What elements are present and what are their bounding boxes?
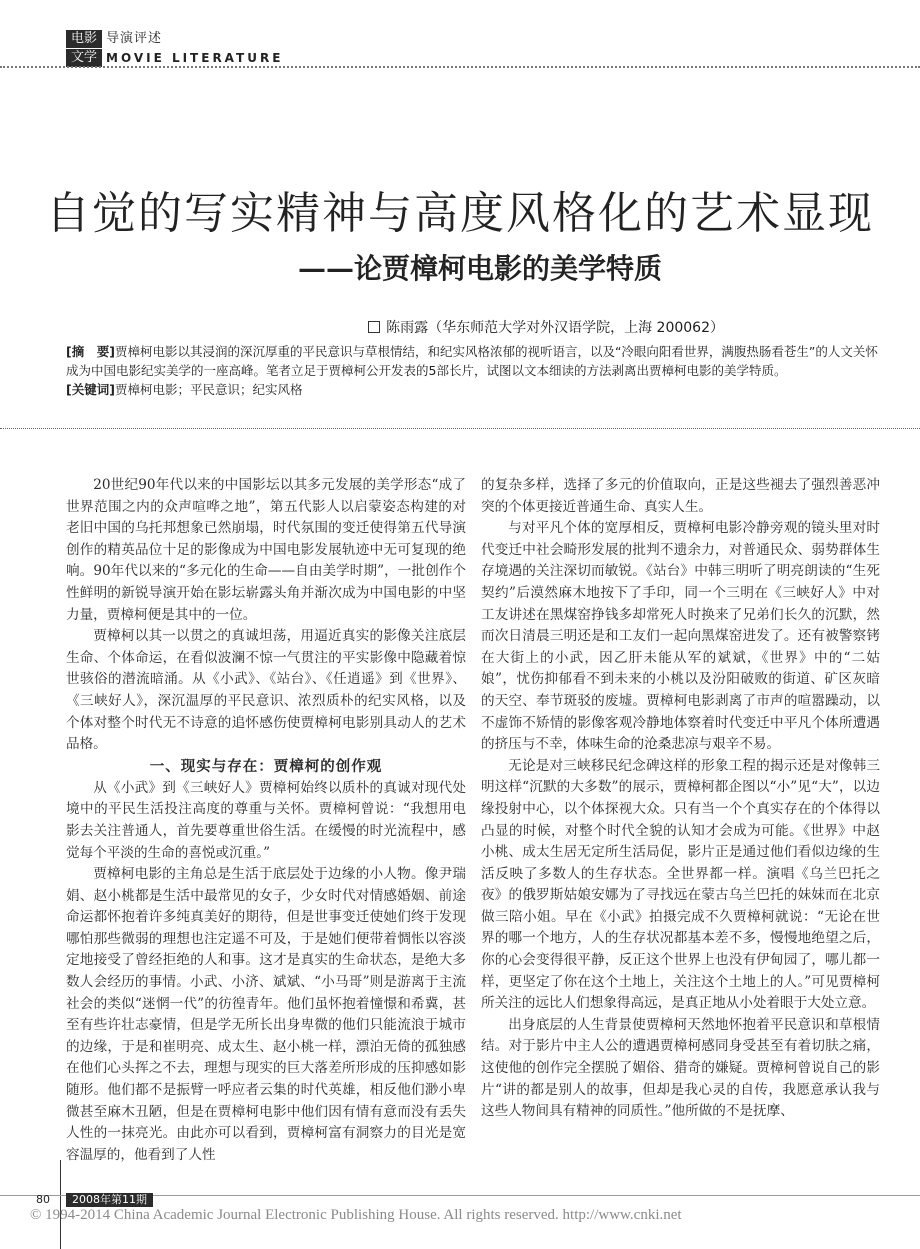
page-number: 80 [36, 1193, 50, 1206]
body-paragraph: 出身底层的人生背景使贾樟柯天然地怀抱着平民意识和草根情结。对于影片中主人公的遭遇贾樟柯感同身受甚至有着切肤之痛，这使他的创作完全摆脱了媚俗、猎奇的嫌疑。贾樟柯曾说自己的影片“讲的都是别人的故事，但却是我心灵的自传，我愿意承认我与这些人物间具有精神的同质性。”他所做的不是抚摩、 [481, 1016, 880, 1120]
abstract-block [66, 342, 878, 399]
issue-badge: 2008年第11期 [66, 1193, 153, 1207]
article-subtitle: ——论贾樟柯电影的美学特质 [297, 252, 662, 285]
abstract [66, 342, 878, 380]
author-line [368, 318, 724, 338]
journal-name-en: MOVIE LITERATURE [106, 51, 284, 65]
body-paragraph: 贾樟柯以其一以贯之的真诚坦荡，用逼近真实的影像关注底层生命、个体命运，在看似波澜不惊一气贯注的平实影像中隐藏着惊世骇俗的潜流暗涌。从《小武》、《站台》、《任逍遥》到《世界》、《三峡好人》，深沉温厚的平民意识、浓烈质朴的纪实风格，以及个体对整个时代无不诗意的追怀感伤使贾樟柯电影别具动人的艺术品格。 [66, 628, 466, 753]
abstract-label: [摘 要] [66, 344, 115, 359]
body-paragraph: 与对平凡个体的宽厚相反，贾樟柯电影冷静旁观的镜头里对时代变迁中社会畸形发展的批判不遗余力，对普通民众、弱势群体生存境遇的关注深切而敏锐。《站台》中韩三明听了明亮朗读的“生死契约”后漠然麻木地按下了手印，同一个三明在《三峡好人》中对工友讲述在黑煤窑挣钱多却常死人时换来了兄弟们长久的沉默，然而次日清晨三明还是和工友们一起向黑煤窑进发了。还有被警察铐在大街上的小武，因乙肝未能从军的斌斌，《世界》中的“二姑娘”，忧伤抑郁看不到未来的小桃以及汾阳破败的街道、矿区灰暗的天空、奉节斑驳的废墟。贾樟柯电影剥离了市声的喧嚣躁动，以不虚饰不矫情的影像客观冷静地体察着时代变迁中平凡个体所遭遇的挤压与不幸，体味生命的沧桑悲凉与艰辛不易。 [481, 520, 880, 753]
author-text: 陈雨露（华东师范大学对外汉语学院，上海 200062） [386, 320, 724, 336]
abstract-divider [0, 428, 920, 429]
keywords-label: [关键词] [66, 382, 115, 397]
square-bullet-icon [368, 321, 380, 333]
body-paragraph: 无论是对三峡移民纪念碑这样的形象工程的揭示还是对像韩三明这样“沉默的大多数”的展示，贾樟柯都企图以“小”见“大”，以边缘投射中心，以个体探视大众。只有当一个个真实存在的个体得以凸显的时候，对整个时代全貌的认知才会成为可能。《世界》中赵小桃、成太生居无定所生活局促，影片正是通过他们看似边缘的生活反映了多数人的生存状态。全世界都一样。演唱《乌兰巴托之夜》的俄罗斯姑娘安娜为了寻找远在蒙古乌兰巴托的妹妹而在北京做三陪小姐。早在《小武》拍摄完成不久贾樟柯就说：“无论在世界的哪一个地方，人的生存状况都基本差不多，慢慢地绝望之后，你的心会变得很平静，反正这个世界上也没有伊甸园了，哪儿都一样，更坚定了你在这个土地上，关注这个土地上的人。”可见贾樟柯所关注的远比人们想象得高远，是真正地从小处着眼于大处立意。 [481, 757, 880, 1012]
copyright-watermark: © 1994-2014 China Academic Journal Electronic Publishing House. All rights reserved. http://www.cnki.net [30, 1207, 682, 1223]
section-heading: 一、现实与存在：贾樟柯的创作观 [149, 758, 383, 775]
body-paragraph: 的复杂多样，选择了多元的价值取向，正是这些褪去了强烈善恶冲突的个体更接近普通生命、真实人生。 [481, 477, 880, 515]
header-divider [0, 66, 920, 68]
keywords [66, 380, 878, 399]
body-column-right [481, 475, 880, 1123]
body-paragraph: 从《小武》到《三峡好人》贾樟柯始终以质朴的真诚对现代处境中的平民生活投注高度的尊重与关怀。贾樟柯曾说：“我想用电影去关注普通人，首先要尊重世俗生活。在缓慢的时光流程中，感觉每个平淡的生命的喜悦或沉重。” [66, 779, 466, 861]
keywords-text: 贾樟柯电影；平民意识；纪实风格 [114, 382, 303, 397]
journal-badge [66, 30, 102, 67]
journal-badge-top: 电影 [66, 30, 102, 48]
journal-badge-bottom: 文学 [66, 49, 102, 67]
body-paragraph: 贾樟柯电影的主角总是生活于底层处于边缘的小人物。像尹瑞娟、赵小桃都是生活中最常见的女子，少女时代对情感婚姻、前途命运都怀抱着许多纯真美好的期待，但是世事变迁使她们终于发现哪怕那些微弱的理想也注定遥不可及，于是她们便带着惆怅以容淡定地接受了曾经拒绝的人和事。这才是真实的生命状态，是绝大多数人会经历的事情。小武、小济、斌斌、“小马哥”则是游离于主流社会的类似“迷惘一代”的彷徨青年。他们虽怀抱着憧憬和希冀，甚至有些许壮志豪情，但是学无所长出身卑微的他们只能流浪于城市的边缘，于是和崔明亮、成太生、赵小桃一样，漂泊无倚的孤独感在他们心头挥之不去，理想与现实的巨大落差所形成的压抑感如影随形。他们都不是振臂一呼应者云集的时代英雄，相反他们渺小卑微甚至麻木丑陋，但是在贾樟柯电影中他们因有情有意而没有丢失人性的一抹亮光。由此亦可以看到，贾樟柯富有洞察力的目光是宽容温厚的，他看到了人性 [66, 866, 466, 1163]
section-label: 导演评述 [106, 31, 163, 46]
body-paragraph: 20世纪90年代以来的中国影坛以其多元发展的美学形态“成了世界范围之内的众声喧哗之地”，第五代影人以启蒙姿态构建的对老旧中国的乌托邦想象已然崩塌，时代氛围的变迁使得第五代导演创作的精英品位十足的影像成为中国电影发展轨迹中无可复现的绝响。90年代以来的“多元化的生命——自由美学时期”，一批创作个性鲜明的新锐导演开始在影坛崭露头角并渐次成为中国电影的中坚力量，贾樟柯便是其中的一位。 [66, 477, 466, 623]
body-column-left [66, 475, 466, 1166]
abstract-text: 贾樟柯电影以其浸润的深沉厚重的平民意识与草根情结，和纪实风格浓郁的视听语言，以及“冷眼向阳看世界，满腹热肠看苍生”的人文关怀成为中国电影纪实美学的一座高峰。笔者立足于贾樟柯公开发表的5部长片，试图以文本细读的方法剥离出贾樟柯电影的美学特质。 [66, 344, 878, 378]
article-title: 自觉的写实精神与高度风格化的艺术显现 [46, 188, 874, 239]
